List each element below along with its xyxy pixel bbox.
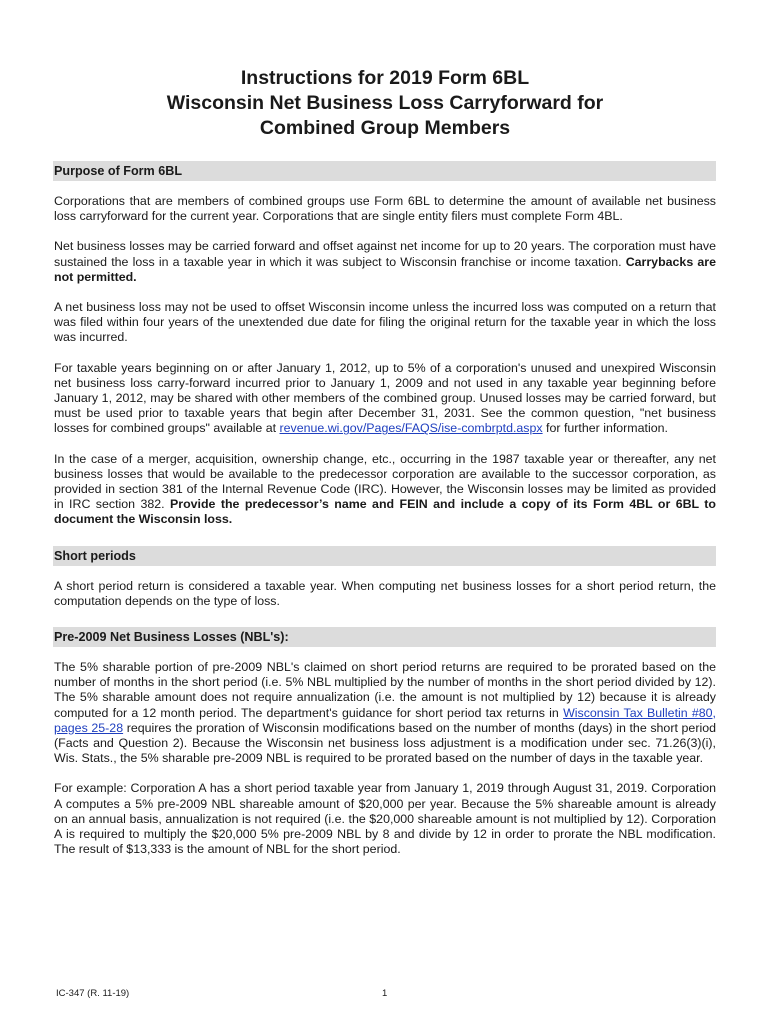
carrybacks-notice: Carrybacks are not permitted. — [54, 254, 716, 284]
section-heading-purpose: Purpose of Form 6BL — [53, 161, 716, 181]
pre-2009-example-paragraph: For example: Corporation A has a short period taxable year from January 1, 2019 through August 31, 2019. Corporation A computes a 5% pre-2009 NBL shareable amount of $20,000 per year. Because the 5% shareable amount is already on an annual basis, annualization is not required (i.e. the $20,000 shareable amount is not multiplied by 12). Corporation A is required to multiply the $20,000 5% pre-2009 NBL by 8 and divide by 12 in order to prorate the NBL modification. The result of $13,333 is the amount of NBL for the short period. — [54, 781, 716, 857]
title-line-1: Instructions for 2019 Form 6BL — [240, 67, 530, 89]
section-heading-short-periods: Short periods — [53, 546, 716, 566]
page-number: 1 — [382, 988, 388, 999]
purpose-paragraph-2-text: Net business losses may be carried forward and offset against net income for up to 20 years. The corporation must have sustained the loss in a taxable year in which it was subject to Wisconsin franchise or income taxation. — [54, 239, 716, 269]
title-line-3: Combined Group Members — [259, 117, 511, 139]
document-page — [54, 66, 716, 858]
purpose-paragraph-3: A net business loss may not be used to offset Wisconsin income unless the incurred loss was computed on a return that was filed within four years of the unextended due date for filing the original return for the taxable year in which the loss was incurred. — [54, 300, 716, 345]
pre-2009-paragraph-1-text: The 5% sharable portion of pre-2009 NBL's claimed on short period returns are required to be prorated based on the number of months in the short period (i.e. 5% NBL multiplied by the number of months in the short period divided by 12). The 5% sharable amount does not require annualization (i.e. the amount is not multiplied by 12) because it is already computed for a 12 month period. The department's guidance for short period tax returns in — [54, 660, 716, 720]
form-code: IC-347 (R. 11-19) — [56, 988, 130, 999]
faq-link[interactable]: revenue.wi.gov/Pages/FAQS/ise-combrptd.aspx — [279, 421, 543, 436]
purpose-paragraph-2 — [54, 239, 716, 285]
pre-2009-paragraph-1-after: requires the proration of Wisconsin modifications based on the number of months (days) in the short period (Facts and Question 2). Because the Wisconsin net business loss adjustment is a modification under sec. 71.26(3)(i), Wis. Stats., the 5% sharable pre-2009 NBL is required to be prorated based on the number of days in the taxable year. — [54, 720, 716, 766]
title-line-2: Wisconsin Net Business Loss Carryforward for — [166, 92, 604, 114]
purpose-paragraph-4 — [54, 361, 716, 437]
purpose-paragraph-1: Corporations that are members of combined groups use Form 6BL to determine the amount of available net business loss carryforward for the current year. Corporations that are single entity filers must complete Form 4BL. — [54, 194, 716, 224]
purpose-paragraph-4-text: For taxable years beginning on or after January 1, 2012, up to 5% of a corporation's unused and unexpired Wisconsin net business loss carry-forward incurred prior to January 1, 2009 and not used in any taxable year beginning before January 1, 2012, may be shared with other members of the combined group. Unused losses may be carried forward, but must be used prior to taxable years that begin after December 31, 2031. See the common question, "net business losses for combined groups" available at — [54, 360, 716, 436]
short-periods-paragraph: A short period return is considered a taxable year. When computing net business losses for a short period return, the computation depends on the type of loss. — [54, 578, 716, 608]
predecessor-notice: Provide the predecessor’s name and FEIN and include a copy of its Form 4BL or 6BL to document the Wisconsin loss. — [54, 497, 716, 527]
tax-bulletin-link[interactable]: Wisconsin Tax Bulletin #80, pages 25-28 — [54, 705, 716, 735]
section-heading-pre-2009: Pre-2009 Net Business Losses (NBL's): — [53, 627, 716, 647]
purpose-paragraph-4-after: for further information. — [542, 421, 668, 436]
purpose-paragraph-5-text: In the case of a merger, acquisition, ownership change, etc., occurring in the 1987 taxable year or thereafter, any net business losses that would be available to the predecessor corporation are available to the successor corporation, as provided in section 381 of the Internal Revenue Code (IRC). However, the Wisconsin losses may be limited as provided in IRC section 382. — [54, 451, 716, 512]
pre-2009-paragraph-1 — [54, 660, 716, 766]
purpose-paragraph-5 — [54, 452, 716, 528]
document-title — [54, 66, 716, 141]
